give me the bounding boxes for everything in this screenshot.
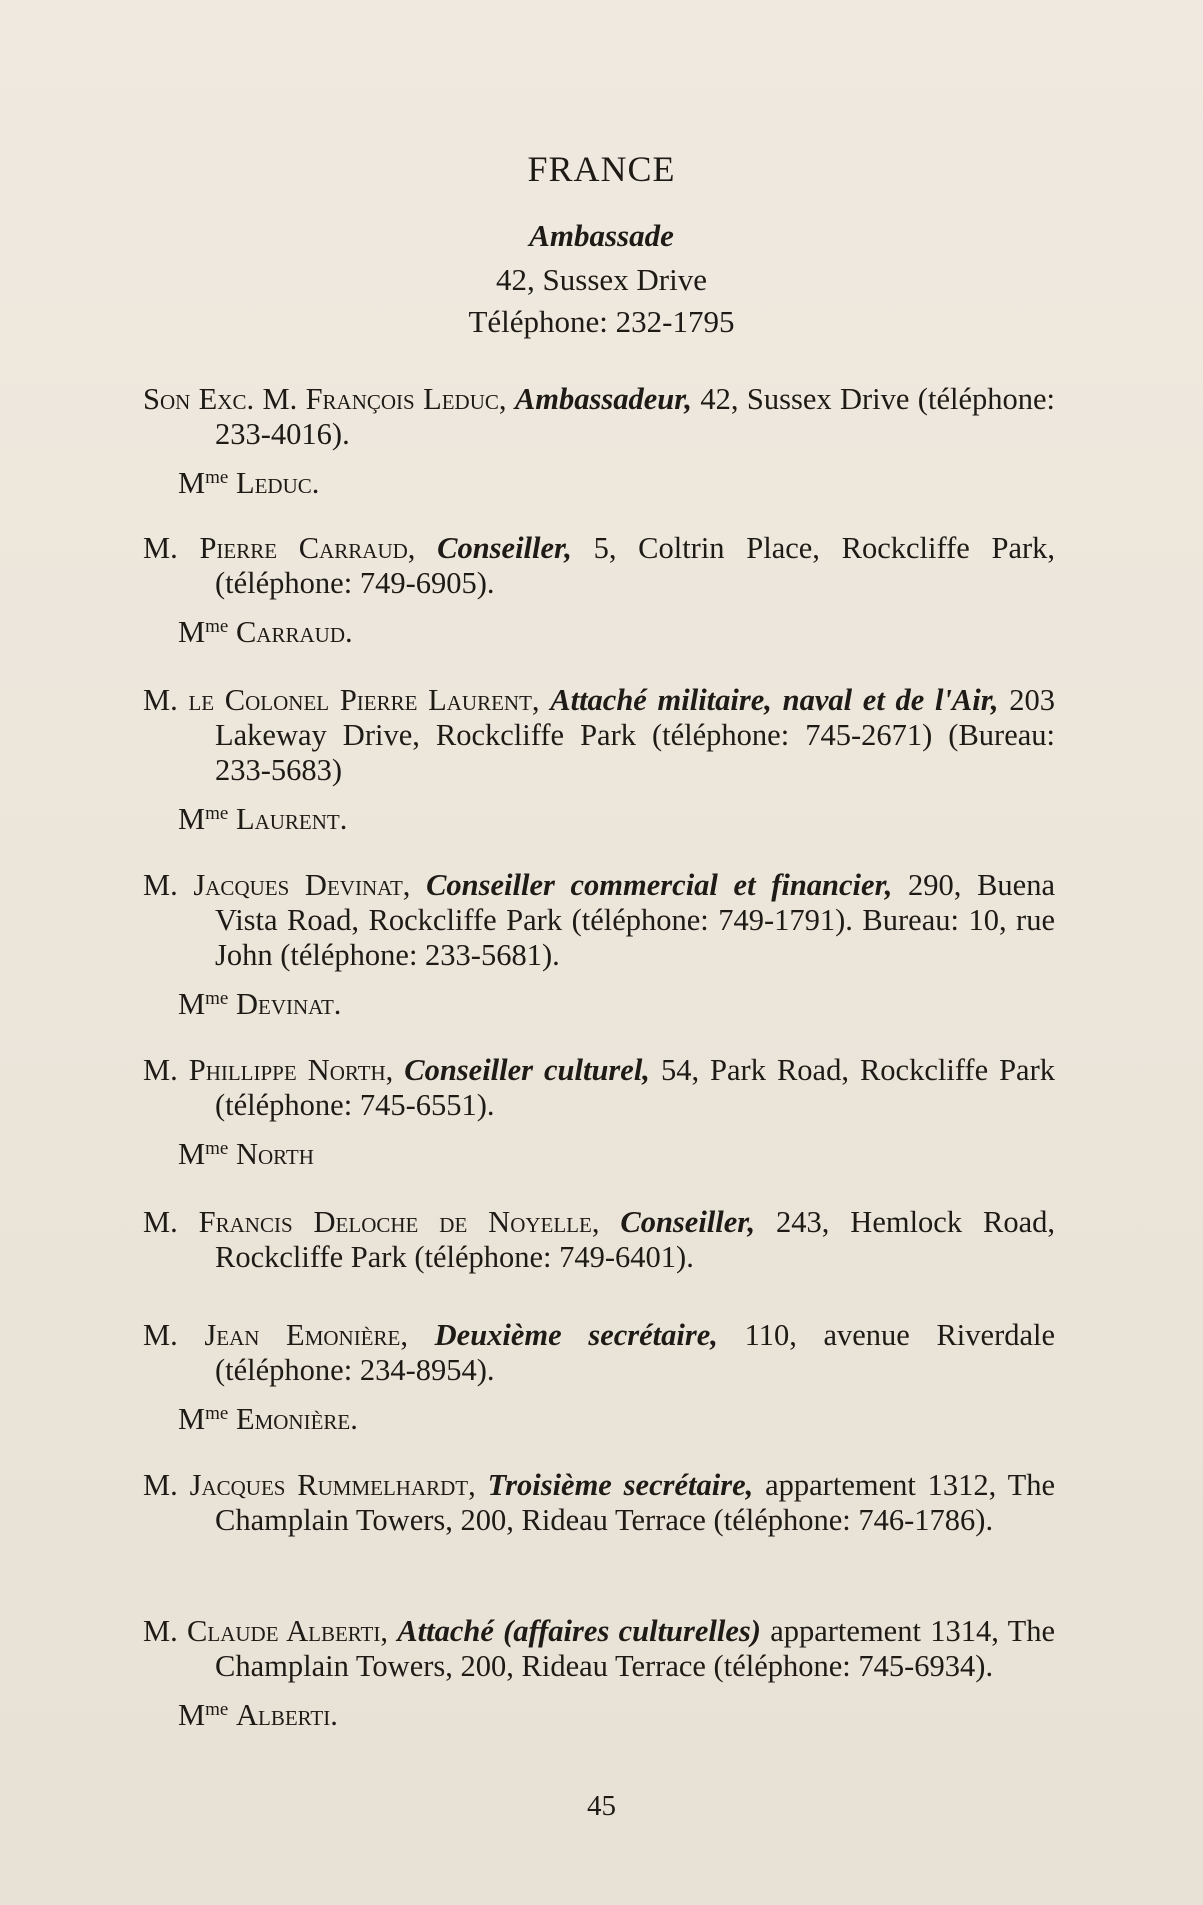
person-name: M. Jacques Rummelhardt, xyxy=(143,1468,476,1502)
person-name: M. Phillippe North, xyxy=(143,1053,394,1087)
spouse-line xyxy=(178,1396,1055,1437)
person-title: Attaché (affaires culturelles) xyxy=(397,1614,761,1648)
person-name: M. le Colonel Pierre Laurent, xyxy=(143,683,540,717)
spouse-line xyxy=(178,1131,1055,1172)
page-number: 45 xyxy=(587,1790,616,1822)
person-details: appartement 1314, The Champlain Towers, 200, Rideau Terrace (téléphone: 745-6934). xyxy=(215,1614,1055,1683)
spouse-prefix: M xyxy=(178,466,206,500)
person-title: Conseiller commercial et financier, xyxy=(426,868,893,902)
directory-entry xyxy=(143,1614,1055,1733)
spouse-prefix: M xyxy=(178,1402,206,1436)
spouse-suffix: me xyxy=(205,803,229,824)
spouse-prefix: M xyxy=(178,987,206,1021)
entry-text xyxy=(143,1614,1055,1684)
directory-entry xyxy=(143,683,1055,837)
spouse-prefix: M xyxy=(178,1698,206,1732)
person-details: 54, Park Road, Rockcliffe Park (téléphone: 745-6551). xyxy=(215,1053,1055,1122)
person-title: Attaché militaire, naval et de l'Air, xyxy=(550,683,999,717)
entry-text xyxy=(143,1053,1055,1123)
person-details: 42, Sussex Drive (téléphone: 233-4016). xyxy=(215,382,1055,451)
spouse-name: North xyxy=(235,1137,314,1171)
entry-text xyxy=(143,683,1055,788)
spouse-suffix: me xyxy=(205,1403,229,1424)
person-details: 203 Lakeway Drive, Rockcliffe Park (téléphone: 745-2671) (Bureau: 233-5683) xyxy=(215,683,1056,787)
spouse-name: Devinat. xyxy=(235,987,342,1021)
spouse-prefix: M xyxy=(178,802,206,836)
mission-type: Ambassade xyxy=(529,218,674,253)
spouse-line xyxy=(178,609,1055,650)
person-title: Ambassadeur, xyxy=(514,382,693,416)
person-name: M. Francis Deloche de Noyelle, xyxy=(143,1205,600,1239)
person-title: Deuxième secrétaire, xyxy=(434,1318,718,1352)
entry-text xyxy=(143,531,1055,601)
person-title: Conseiller culturel, xyxy=(404,1053,650,1087)
spouse-suffix: me xyxy=(205,1699,229,1720)
directory-entry xyxy=(143,382,1055,501)
person-name: M. Pierre Carraud, xyxy=(143,531,416,565)
directory-entry xyxy=(143,531,1055,650)
person-details: 243, Hemlock Road, Rockcliffe Park (téléphone: 749-6401). xyxy=(215,1205,1055,1274)
directory-entry xyxy=(143,1468,1055,1538)
entry-text xyxy=(143,1318,1055,1388)
spouse-name: Carraud. xyxy=(235,615,353,649)
person-details: appartement 1312, The Champlain Towers, 200, Rideau Terrace (téléphone: 746-1786). xyxy=(215,1468,1055,1537)
entry-text xyxy=(143,868,1055,973)
directory-entry xyxy=(143,1318,1055,1437)
country-heading: FRANCE xyxy=(527,149,676,189)
spouse-name: Alberti. xyxy=(235,1698,338,1732)
entry-text xyxy=(143,382,1055,452)
spouse-line xyxy=(178,1692,1055,1733)
spouse-suffix: me xyxy=(205,1138,229,1159)
entry-text xyxy=(143,1468,1055,1538)
spouse-prefix: M xyxy=(178,615,206,649)
directory-entry xyxy=(143,868,1055,1022)
mission-address: 42, Sussex Drive xyxy=(496,262,707,297)
directory-entry xyxy=(143,1205,1055,1275)
spouse-suffix: me xyxy=(205,467,229,488)
directory-entry xyxy=(143,1053,1055,1172)
person-name: M. Claude Alberti, xyxy=(143,1614,388,1648)
person-title: Troisième secrétaire, xyxy=(487,1468,754,1502)
person-details: 290, Buena Vista Road, Rockcliffe Park (téléphone: 749-1791). Bureau: 10, rue John (téléphone: 233-5681). xyxy=(215,868,1055,972)
spouse-suffix: me xyxy=(205,988,229,1009)
spouse-name: Leduc. xyxy=(235,466,320,500)
person-title: Conseiller, xyxy=(437,531,572,565)
spouse-suffix: me xyxy=(205,616,229,637)
spouse-name: Laurent. xyxy=(235,802,348,836)
person-title: Conseiller, xyxy=(620,1205,756,1239)
person-details: 110, avenue Riverdale (téléphone: 234-8954). xyxy=(215,1318,1056,1387)
person-details: 5, Coltrin Place, Rockcliffe Park, (téléphone: 749-6905). xyxy=(215,531,1056,600)
mission-telephone: Téléphone: 232-1795 xyxy=(468,304,735,339)
spouse-prefix: M xyxy=(178,1137,206,1171)
entry-text xyxy=(143,1205,1055,1275)
spouse-line xyxy=(178,981,1055,1022)
person-name: Son Exc. M. François Leduc, xyxy=(143,382,507,416)
spouse-line xyxy=(178,796,1055,837)
spouse-line xyxy=(178,460,1055,501)
person-name: M. Jacques Devinat, xyxy=(143,868,411,902)
person-name: M. Jean Emonière, xyxy=(143,1318,408,1352)
spouse-name: Emonière. xyxy=(235,1402,358,1436)
